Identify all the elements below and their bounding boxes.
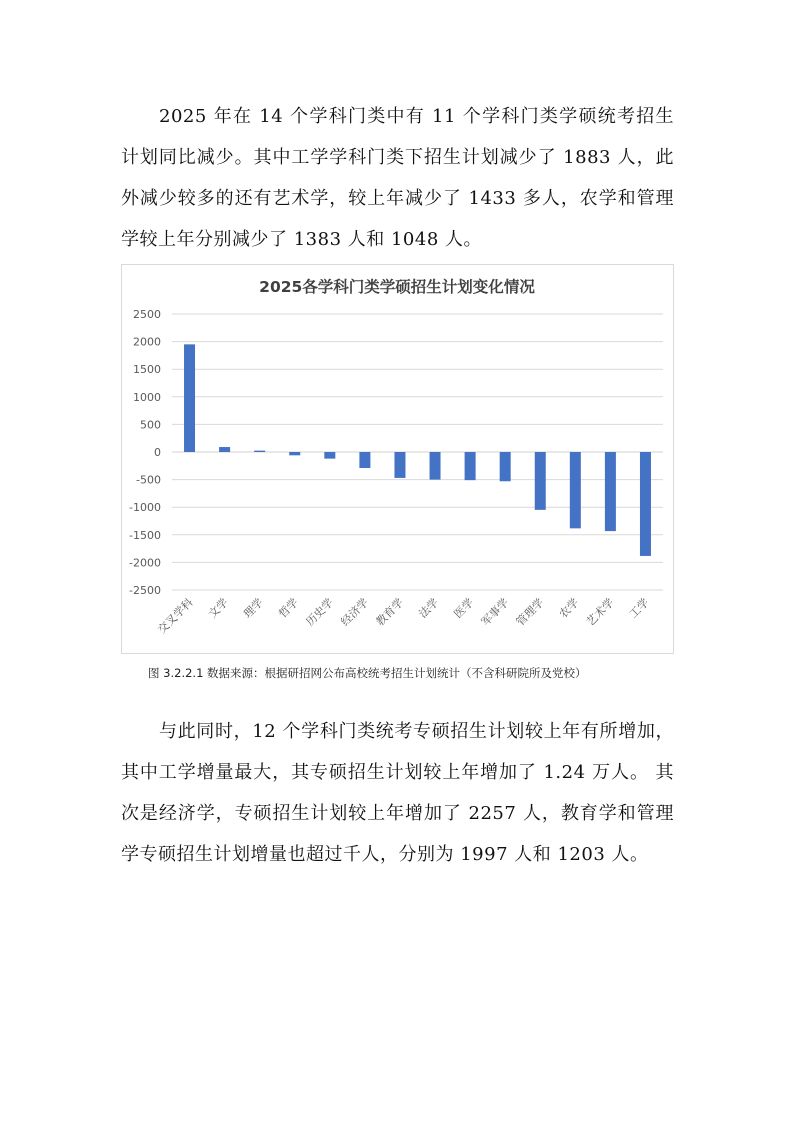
x-tick-label: 管理学 [513, 595, 547, 629]
chart-title: 2025各学科门类学硕招生计划变化情况 [259, 278, 535, 296]
y-tick-label: 0 [154, 446, 161, 459]
x-tick-label: 哲学 [276, 595, 301, 621]
x-tick-label: 理学 [241, 595, 266, 621]
y-axis-ticks [129, 308, 161, 597]
paragraph-2: 与此同时，12 个学科门类统考专硕招生计划较上年有所增加，其中工学增量最大，其专硕招生计划较上年增加了 1.24 万人。 其次是经济学，专硕招生计划较上年增加了 2257 人，教育学和管理学专硕招生计划增量也超过千人，分别为 1997 人和 1203 人。 [121, 721, 674, 865]
bar-11 [570, 452, 581, 528]
bar-5 [359, 452, 370, 468]
bar-1 [219, 447, 230, 452]
y-tick-label: -500 [136, 473, 161, 487]
x-tick-label: 艺术学 [583, 595, 617, 629]
x-tick-label: 农学 [556, 595, 582, 621]
figure-caption: 图 3.2.2.1 数据来源：根据研招网公布高校统考招生计划统计（不含科研院所及党校） [148, 666, 587, 680]
y-tick-label: 2500 [133, 308, 161, 321]
y-tick-label: 1500 [133, 363, 161, 377]
paragraph-1: 2025 年在 14 个学科门类中有 11 个学科门类学硕统考招生计划同比减少。其中工学学科门类下招生计划减少了 1883 人，此外减少较多的还有艺术学，较上年减少了 1433 多人，农学和管理学较上年分别减少了 1383 人和 1048 人。 [121, 106, 674, 250]
chart-svg [122, 265, 673, 653]
x-tick-label: 医学 [451, 595, 477, 621]
x-tick-label: 文学 [205, 595, 231, 621]
bar-6 [394, 452, 405, 478]
x-tick-label: 经济学 [338, 595, 372, 629]
bar-7 [430, 452, 441, 480]
y-tick-label: 2000 [133, 335, 161, 349]
bar-4 [324, 452, 335, 459]
bar-12 [605, 452, 616, 531]
x-axis-ticks [155, 595, 652, 636]
bar-3 [289, 452, 300, 455]
y-tick-label: 500 [140, 418, 161, 432]
y-tick-label: -1500 [129, 528, 161, 542]
bar-2 [254, 451, 265, 452]
x-tick-label: 教育学 [373, 595, 407, 629]
bar-9 [500, 452, 511, 481]
bar-13 [640, 452, 651, 556]
y-tick-label: -2500 [129, 584, 161, 597]
y-tick-label: -1000 [129, 501, 161, 515]
bar-chart [121, 264, 674, 654]
grid-layer [172, 314, 663, 590]
y-tick-label: 1000 [133, 390, 161, 404]
bar-8 [465, 452, 476, 480]
bars [184, 344, 651, 556]
x-tick-label: 交叉学科 [155, 595, 196, 637]
y-tick-label: -2000 [129, 556, 161, 570]
x-tick-label: 工学 [626, 595, 652, 621]
x-tick-label: 军事学 [478, 595, 512, 629]
bar-0 [184, 344, 195, 452]
x-tick-label: 法学 [416, 595, 442, 621]
bar-10 [535, 452, 546, 510]
x-tick-label: 历史学 [303, 595, 336, 629]
